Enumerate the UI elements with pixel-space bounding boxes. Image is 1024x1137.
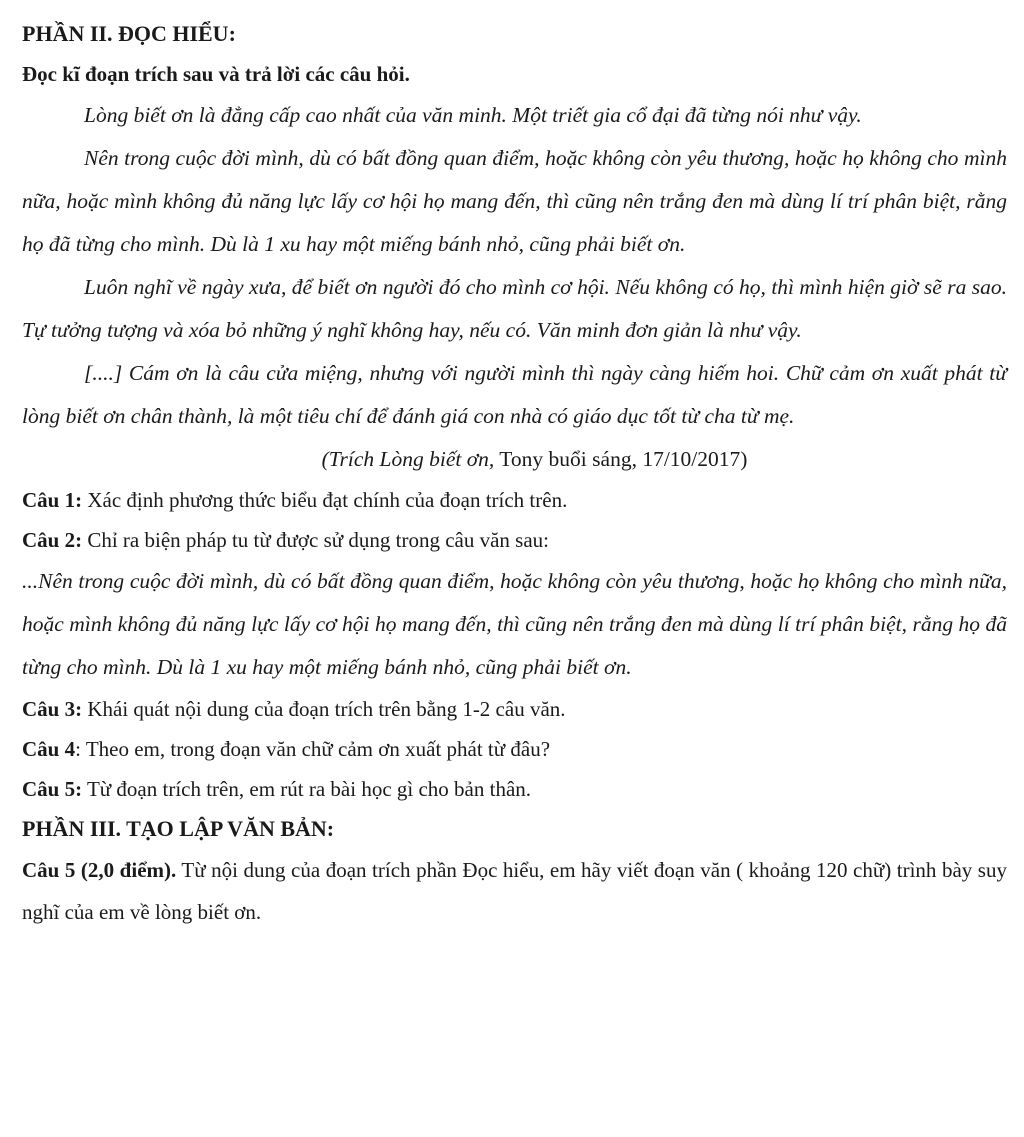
passage-paragraph-4: [....] Cám ơn là câu cửa miệng, nhưng với người mình thì ngày càng hiếm hoi. Chữ cảm ơn xuất phát từ lòng biết ơn chân thành, là một tiêu chí để đánh giá con nhà có giáo dục tốt từ cha từ mẹ. xyxy=(22,361,1007,428)
question-3-text: Khái quát nội dung của đoạn trích trên bằng 1-2 câu văn. xyxy=(82,697,566,721)
question-1-text: Xác định phương thức biểu đạt chính của đoạn trích trên. xyxy=(82,488,568,512)
passage-paragraph-2: Nên trong cuộc đời mình, dù có bất đồng quan điểm, hoặc không còn yêu thương, hoặc họ không cho mình nữa, hoặc mình không đủ năng lực lấy cơ hội họ mang đến, thì cũng nên trắng đen mà dùng lí trí phân biệt, rằng họ đã từng cho mình. Dù là 1 xu hay một miếng bánh nhỏ, cũng phải biết ơn. xyxy=(22,146,1007,256)
question-4-text: : Theo em, trong đoạn văn chữ cảm ơn xuất phát từ đâu? xyxy=(75,737,551,761)
passage-paragraph-1: Lòng biết ơn là đẳng cấp cao nhất của văn minh. Một triết gia cổ đại đã từng nói như vậy. xyxy=(84,103,862,127)
essay-text: Từ nội dung của đoạn trích phần Đọc hiểu, em hãy viết đoạn văn ( khoảng 120 chữ) trình bày suy nghĩ của em về lòng biết ơn. xyxy=(22,858,1007,924)
reading-passage xyxy=(22,94,1007,438)
citation-open: (Trích xyxy=(321,447,380,471)
essay-label: Câu 5 (2,0 điểm). xyxy=(22,858,177,882)
question-5 xyxy=(22,769,1007,809)
question-3-label: Câu 3: xyxy=(22,697,83,721)
question-2 xyxy=(22,520,1007,560)
part3-title: PHẦN III. TẠO LẬP VĂN BẢN: xyxy=(22,816,335,841)
essay-prompt xyxy=(22,849,1007,933)
question-5-text: Từ đoạn trích trên, em rút ra bài học gì cho bản thân. xyxy=(82,777,532,801)
question-2-quote: ...Nên trong cuộc đời mình, dù có bất đồng quan điểm, hoặc không còn yêu thương, hoặc họ không cho mình nữa, hoặc mình không đủ năng lực lấy cơ hội họ mang đến, thì cũng nên trắng đen mà dùng lí trí phân biệt, rằng họ đã từng cho mình. Dù là 1 xu hay một miếng bánh nhỏ, cũng phải biết ơn. xyxy=(22,569,1007,679)
reading-instruction: Đọc kĩ đoạn trích sau và trả lời các câu hỏi. xyxy=(22,62,410,86)
citation-rest: Tony buổi sáng, 17/10/2017) xyxy=(494,447,748,471)
question-1-label: Câu 1: xyxy=(22,488,83,512)
question-2-label: Câu 2: xyxy=(22,528,83,552)
question-4 xyxy=(22,729,1007,769)
citation-title: Lòng biết ơn, xyxy=(379,447,495,471)
question-3 xyxy=(22,689,1007,729)
part2-title: PHẦN II. ĐỌC HIỂU: xyxy=(22,21,236,46)
question-1 xyxy=(22,480,1007,520)
passage-paragraph-3: Luôn nghĩ về ngày xưa, để biết ơn người đó cho mình cơ hội. Nếu không có họ, thì mình hiện giờ sẽ ra sao. Tự tưởng tượng và xóa bỏ những ý nghĩ không hay, nếu có. Văn minh đơn giản là như vậy. xyxy=(22,275,1007,342)
question-5-label: Câu 5: xyxy=(22,777,83,801)
passage-citation xyxy=(22,438,1007,480)
question-2-text: Chỉ ra biện pháp tu từ được sử dụng trong câu văn sau: xyxy=(82,528,550,552)
exam-page xyxy=(22,14,1007,933)
question-4-label: Câu 4 xyxy=(22,737,76,761)
